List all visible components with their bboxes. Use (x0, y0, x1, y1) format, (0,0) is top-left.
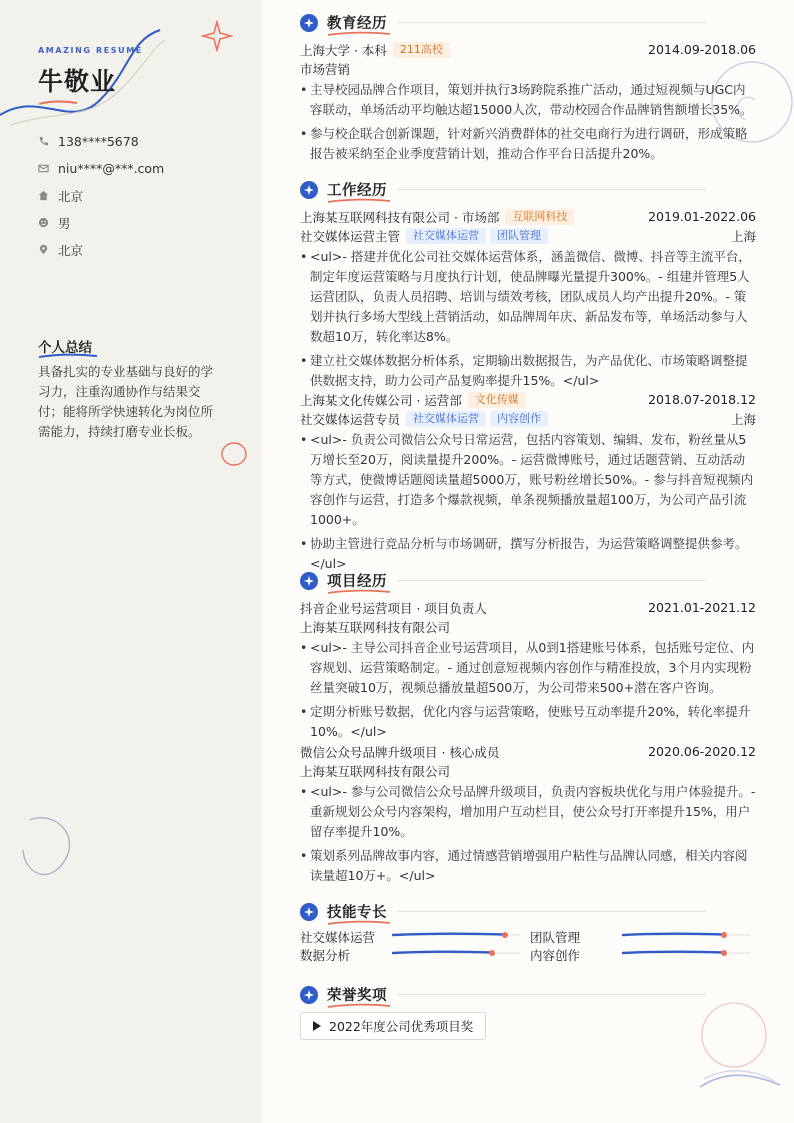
project-header-row (300, 598, 756, 617)
section-rule (397, 911, 706, 912)
gender-icon (38, 217, 50, 229)
project-title: 抖音企业号运营项目 · 项目负责人 (300, 600, 487, 616)
project-entry-2 (300, 742, 756, 890)
list-item: • <ul>- 负责公司微信公众号日常运营，包括内容策划、编辑、发布，粉丝量从5万增长至20万，阅读量提升200%。- 运营微博账号，通过话题营销、互动活动等方式，使微博话题阅读量超5000万，账号粉丝增长50%。- 参与抖音短视频内容创作与运营，打造多个爆款视频，单条视频播放量超100万，为公司产品引流1000+。 (300, 430, 756, 530)
decorative-arc (5, 810, 85, 880)
section-rule (397, 994, 706, 995)
project-org: 上海某互联网科技有限公司 (300, 619, 451, 635)
section-work-title: 工作经历 (327, 183, 387, 199)
work-skill-tag: 内容创作 (490, 411, 548, 427)
education-major: 市场营销 (300, 61, 351, 77)
location-pin-icon (38, 244, 50, 256)
project-org: 上海某互联网科技有限公司 (300, 763, 451, 779)
section-project-header (300, 570, 756, 591)
education-bullets (300, 80, 756, 164)
project-bullets (300, 638, 756, 742)
summary-underline (38, 353, 98, 359)
section-skills-title: 技能专长 (327, 905, 387, 921)
project-bullets (300, 782, 756, 886)
list-item: • 协助主管进行竞品分析与市场调研，撰写分析报告，为运营策略调整提供参考。</ul> (300, 534, 756, 574)
work-industry-tag: 互联网科技 (505, 209, 574, 225)
sidebar (0, 0, 262, 1123)
list-item: • <ul>- 搭建并优化公司社交媒体运营体系，涵盖微信、微博、抖音等主流平台，制定年度运营策略与月度执行计划，使品牌曝光量提升300%。- 组建并管理5人运营团队，负责人员招聘、培训与绩效考核，团队成员人均产出提升20%。- 策划并执行多场大型线上营销活动，如品牌周年庆、新品发布等，单场活动参与人数超10万，转化率达8%。 (300, 247, 756, 347)
work-skill-tag: 团队管理 (490, 228, 548, 244)
section-awards-title: 荣誉奖项 (327, 988, 387, 1004)
project-header-row (300, 742, 756, 761)
star-icon (300, 14, 318, 32)
summary-text: 具备扎实的专业基础与良好的学习力，注重沟通协作与结果交付；能将所学快速转化为岗位所需能力，持续打磨专业长板。 (38, 364, 214, 439)
contact-email (38, 155, 164, 182)
skill-level-bar (392, 949, 520, 957)
section-awards-header (300, 984, 756, 1005)
list-item: • 主导校园品牌合作项目，策划并执行3场跨院系推广活动，通过短视频与UGC内容联动，单场活动平均触达超15000人次，带动校园合作品牌销售额增长35%。 (300, 80, 756, 120)
project-date: 2021.01-2021.12 (648, 600, 756, 615)
project-title: 微信公众号品牌升级项目 · 核心成员 (300, 744, 500, 760)
work-bullets (300, 430, 756, 574)
section-work-header (300, 179, 756, 200)
work-date: 2018.07-2018.12 (648, 392, 756, 407)
name-underline (38, 100, 78, 106)
work-company: 上海某互联网科技有限公司 · 市场部 (300, 209, 500, 225)
skill-level-bar (392, 931, 520, 939)
work-header-row (300, 207, 756, 226)
star-icon (300, 986, 318, 1004)
contact-location (38, 236, 164, 263)
contact-list (38, 128, 164, 263)
section-education-header (300, 12, 756, 33)
contact-gender (38, 209, 164, 236)
play-triangle-icon (313, 1021, 321, 1031)
project-date: 2020.06-2020.12 (648, 744, 756, 759)
work-role: 社交媒体运营主管 (300, 228, 401, 244)
brand-label: AMAZING RESUME (38, 46, 143, 55)
education-header-row (300, 40, 756, 59)
work-city: 上海 (730, 228, 756, 244)
summary-title: 个人总结 (38, 340, 92, 356)
home-icon (38, 190, 50, 202)
skill-name: 数据分析 (300, 948, 351, 963)
contact-phone (38, 128, 164, 155)
section-underline (327, 1003, 391, 1009)
star-icon (300, 903, 318, 921)
skill-level-bar (622, 949, 750, 957)
contact-email-text: niu****@***.com (58, 161, 165, 176)
decorative-ring (218, 439, 250, 471)
decorative-circles-bottom (690, 995, 794, 1105)
contact-home (38, 182, 164, 209)
work-company: 上海某文化传媒公司 · 运营部 (300, 392, 462, 408)
work-entry-1 (300, 207, 756, 395)
section-underline (327, 31, 391, 37)
star-icon (300, 181, 318, 199)
section-rule (397, 580, 706, 581)
star-icon (300, 572, 318, 590)
contact-location-text: 北京 (58, 242, 84, 258)
work-role-row (300, 409, 756, 428)
list-item: • 建立社交媒体数据分析体系，定期输出数据报告，为产品优化、市场策略调整提供数据支持，助力公司产品复购率提升15%。</ul> (300, 351, 756, 391)
education-date: 2014.09-2018.06 (648, 42, 756, 57)
work-date: 2019.01-2022.06 (648, 209, 756, 224)
project-entry-1 (300, 598, 756, 746)
skill-level-bar (622, 931, 750, 939)
skill-name: 内容创作 (530, 948, 581, 963)
education-school: 上海大学 · 本科 (300, 42, 387, 58)
contact-home-text: 北京 (58, 188, 84, 204)
candidate-name: 牛敬业 (38, 67, 117, 96)
section-underline (327, 920, 391, 926)
education-tag: 211高校 (393, 42, 450, 58)
section-skills-header (300, 901, 756, 922)
section-rule (397, 189, 706, 190)
award-text: 2022年度公司优秀项目奖 (329, 1019, 474, 1034)
list-item: • <ul>- 参与公司微信公众号品牌升级项目，负责内容板块优化与用户体验提升。- 重新规划公众号内容架构，增加用户互动栏目，使公众号打开率提升15%，用户留存率提升10%。 (300, 782, 756, 842)
work-role-row (300, 226, 756, 245)
work-industry-tag: 文化传媒 (468, 392, 526, 408)
list-item: • 策划系列品牌故事内容，通过情感营销增强用户粘性与品牌认同感，相关内容阅读量超10万+。</ul> (300, 846, 756, 886)
section-underline (327, 198, 391, 204)
work-bullets (300, 247, 756, 391)
mail-icon (38, 163, 50, 175)
section-underline (327, 589, 391, 595)
work-city: 上海 (730, 411, 756, 427)
section-rule (397, 22, 706, 23)
contact-phone-text: 138****5678 (58, 134, 139, 149)
work-header-row (300, 390, 756, 409)
phone-icon (38, 136, 50, 148)
skill-name: 社交媒体运营 (300, 930, 376, 945)
work-skill-tag: 社交媒体运营 (406, 228, 486, 244)
skill-name: 团队管理 (530, 930, 581, 945)
section-education-title: 教育经历 (327, 16, 387, 32)
sparkle-icon (201, 20, 233, 52)
list-item: • 参与校企联合创新课题，针对新兴消费群体的社交电商行为进行调研，形成策略报告被采纳至企业季度营销计划，推动合作平台日活提升20%。 (300, 124, 756, 164)
work-skill-tag: 社交媒体运营 (406, 411, 486, 427)
section-project-title: 项目经历 (327, 574, 387, 590)
work-entry-2 (300, 390, 756, 578)
contact-gender-text: 男 (58, 215, 71, 231)
education-entry (300, 40, 756, 168)
list-item: • 定期分析账号数据，优化内容与运营策略，使账号互动率提升20%，转化率提升10%。</ul> (300, 702, 756, 742)
list-item: • <ul>- 主导公司抖音企业号运营项目，从0到1搭建账号体系，包括账号定位、内容规划、运营策略制定。- 通过创意短视频内容创作与精准投放，3个月内实现粉丝量突破10万，视频总播放量超500万，为公司带来500+潜在客户咨询。 (300, 638, 756, 698)
award-badge (300, 1012, 486, 1040)
work-role: 社交媒体运营专员 (300, 411, 401, 427)
